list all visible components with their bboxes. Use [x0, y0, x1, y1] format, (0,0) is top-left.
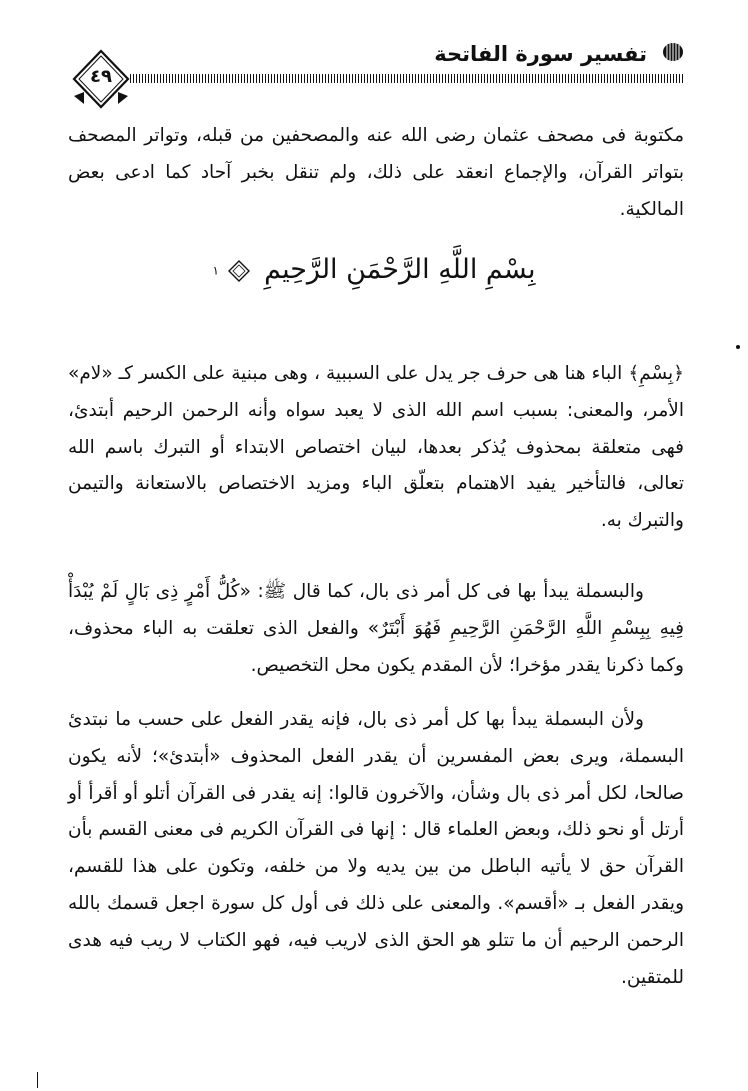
margin-dot: [736, 345, 740, 349]
paragraph-4: ولأن البسملة يبدأ بها كل أمر ذى بال، فإنه يقدر الفعل على حسب ما نبتدئ البسملة، ويرى بعض المفسرين أن يقدر الفعل المحذوف «أبتدئ»؛ لأنه يكون صالحا، لكل أمر ذى بال وشأن، والآخرون قالوا: إنه يقدر فى القرآن أتلو أو أقرأ أو أرتل أو نحو ذلك، وبعض العلماء قال : إنها فى القرآن الكريم فى معنى القسم بأن القرآن حق لا يأتيه الباطل من بين يديه ولا من خلفه، وتكون على هذا للقسم، ويقدر الفعل بـ «أقسم». والمعنى على ذلك فى أول كل سورة اجعل قسمك بالله الرحمن الرحيم أن ما تتلو هو الحق الذى لاريب فيه، فهو الكتاب لا ريب فيه هدى للمتقين.: [68, 709, 684, 988]
running-title: تفسير سورة الفاتحة: [434, 42, 647, 66]
basmala-heading: [0, 254, 748, 285]
gutter-mark: [37, 1072, 38, 1088]
header-ornament-icon: [661, 40, 685, 64]
verse-number: ١: [212, 263, 219, 278]
header-rule: [130, 74, 685, 83]
page-number: ٤٩: [90, 66, 112, 87]
page-header: [60, 30, 685, 110]
verse-marker-icon: [228, 260, 250, 282]
paragraph-1: مكتوبة فى مصحف عثمان رضى الله عنه والمصحفين من قبله، وتواتر المصحف بتواتر القرآن، والإجماع انعقد على ذلك، ولم تنقل بخبر آحاد كما ادعى بعض المالكية.: [68, 125, 684, 220]
paragraph-2: ﴿بِسْمِ﴾ الباء هنا هى حرف جر يدل على السببية ، وهى مبنية على الكسر كـ «لام» الأمر، والمعنى: بسبب اسم الله الذى لا يعبد سواه وأنه الرحمن الرحيم أبتدئ، فهى متعلقة بمحذوف يُذكر بعدها، لبيان اختصاص الابتداء أو التبرك باسم الله تعالى، فالتأخير يفيد الاهتمام بتعلّق الباء ومزيد الاختصاص بالاستعانة والتيمن والتبرك به.: [68, 363, 684, 532]
basmala-text: بِسْمِ اللَّهِ الرَّحْمَنِ الرَّحِيمِ: [264, 254, 536, 285]
paragraph-3: والبسملة يبدأ بها فى كل أمر ذى بال، كما قال ﷺ: «كُلُّ أَمْرٍ ذِى بَالٍ لَمْ يُبْدَأْ فِيهِ بِبِسْمِ اللَّهِ الرَّحْمَنِ الرَّحِيمِ فَهُوَ أَبْتَرٌ» والفعل الذى تعلقت به الباء محذوف، وكما ذكرنا يقدر مؤخرا؛ لأن المقدم يكون محل التخصيص.: [68, 581, 684, 676]
